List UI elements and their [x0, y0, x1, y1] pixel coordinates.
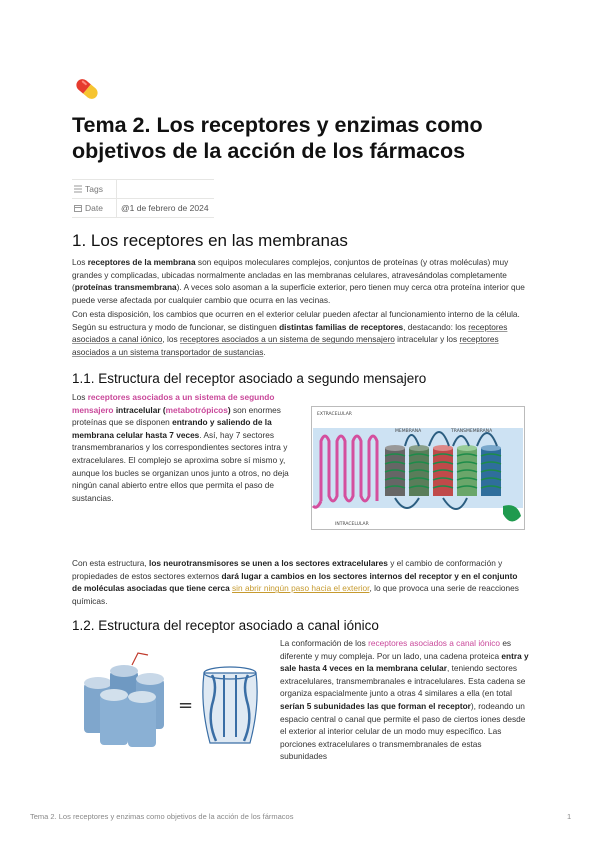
property-row-date[interactable]: [72, 199, 214, 218]
property-value: @1 de febrero de 2024: [121, 203, 209, 213]
paragraph: Con esta estructura, los neurotransmisores se unen a los sectores extracelulares y el cambio de conformación y propiedades de estos sectores externos dará lugar a cambios en los sectores internos del receptor y en el conjunto de moléculas asociadas que tiene cerca sin abrir ningún paso hacia el exterior, lo que provoca una serie de reacciones químicas.: [72, 558, 519, 606]
page-number: 1: [567, 812, 572, 821]
paragraph: Los receptores de la membrana son equipos moleculares complejos, conjuntos de proteínas (y otras moléculas) muy grandes y complicadas, ubicadas normalmente ancladas en las membranas celulares, atravesándolas completamente (proteínas transmembrana). A veces solo asoman a la superficie exterior, pero tienen muy cerca otra proteína interior que puede verse afectada por cualquier cambio que ocurra en las vecinas.: [72, 257, 525, 305]
channel-subunits: [84, 653, 164, 747]
property-label: Date: [85, 203, 103, 213]
section-heading: 1. Los receptores en las membranas: [72, 231, 348, 250]
metabotropic-receptor-figure: [311, 406, 525, 530]
list-icon: [74, 185, 82, 193]
subsection-heading: 1.1. Estructura del receptor asociado a segundo mensajero: [72, 371, 427, 386]
label-extracelular: EXTRACELULAR: [317, 412, 352, 417]
link-segundo-mensajero[interactable]: receptores asociados a un sistema de segundo mensajero: [179, 334, 395, 345]
calendar-icon: [74, 204, 82, 212]
paragraph: La conformación de los receptores asociados a canal iónico es diferente y muy compleja. Por un lado, una cadena proteica entra y sale hasta 4 veces en la membrana celular, teniendo sectores extracelulares, transmembranales e intracelulares. Esta cadena se organiza espacialmente junto a otras 4 similares a ella (en total serían 5 subunidades las que forman el receptor), rodeando un espacio central o canal que permite el paso de ciertos iones desde el exterior al interior celular de un modo muy específico. Las porciones extracelulares o transmembranales de estas subunidades: [280, 638, 529, 762]
channel-cross-section: [203, 667, 257, 743]
highlighted-link[interactable]: sin abrir ningún paso hacia el exterior: [232, 583, 370, 594]
properties-table: [72, 179, 214, 218]
pill-icon: [72, 74, 102, 104]
subsection-heading: 1.2. Estructura del receptor asociado a canal iónico: [72, 618, 379, 633]
property-label: Tags: [85, 184, 103, 194]
label-transmembrana: TRANSMEMBRANA: [451, 429, 493, 434]
equals-sign: =: [178, 695, 194, 716]
label-intracelular: INTRACELULAR: [335, 522, 369, 527]
page-title: Tema 2. Los receptores y enzimas como objetivos de la acción de los fármacos: [72, 113, 483, 163]
paragraph: Con esta disposición, los cambios que ocurren en el exterior celular pueden afectar al funcionamiento interno de la célula. Según su estructura y modo de funcionar, se distinguen distintas familias de receptores, destacando: los receptores asociados a canal iónico, los receptores asociados a un sistema de segundo mensajero intracelular y los receptores asociados a un sistema transportador de sustancias.: [72, 309, 520, 357]
link-transportador[interactable]: receptores asociados a un sistema transportador de sustancias: [72, 334, 499, 357]
footer-title: Tema 2. Los receptores y enzimas como objetivos de la acción de los fármacos: [30, 812, 294, 821]
ion-channel-figure: [72, 645, 272, 750]
paragraph: Los receptores asociados a un sistema de segundo mensajero intracelular (metabotrópicos) son enormes proteínas que se disponen entrando y saliendo de la membrana celular hasta 7 veces. Así, hay 7 sectores transmembranarios y los correspondientes sectores intra y extracelulares. El complejo se aproxima sobre sí mismo y, aunque los bucles se organizan unos junto a otros, no deja ningún canal abierto entre ellos que permita el paso de sustancias.: [72, 392, 289, 503]
label-membrana: MEMBRANA: [395, 429, 422, 434]
link-canal-ionico[interactable]: receptores asociados a canal iónico: [72, 321, 508, 345]
property-row-tags[interactable]: [72, 180, 214, 199]
